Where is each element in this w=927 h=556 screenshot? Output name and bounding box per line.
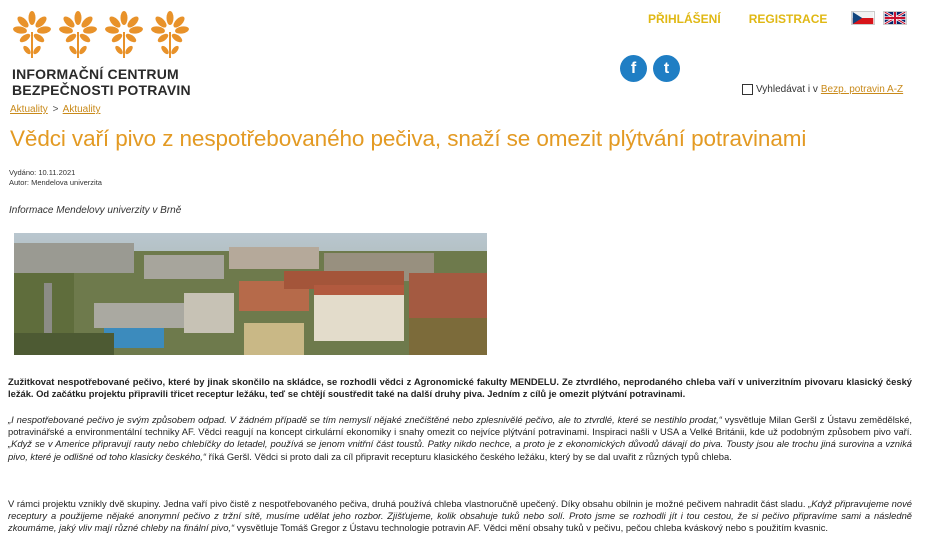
quote-gregor: „Když připravujeme nové receptury a použijeme nějaké anonymní pečivo z tržní sítě, musíme udělat jeho rozbor. Zjišťujeme, kolik obsahuje tuků nebo solí. Proto jsme se rozhodli jít i tou cestou, že si pečivo připravíme sami a následně zkoumáme, jaký vliv mají různé chleby na finální pivo,“: [8, 498, 912, 534]
article-source: Informace Mendelovy univerzity v Brně: [9, 205, 182, 216]
article-lead: Zužitkovat nespotřebované pečivo, které by jinak skončilo na skládce, se rozhodli vědci z Agronomické fakulty MENDELU. Ze ztvrdlého, neprodaného chleba vaří v univerzitním pivovaru klasický český ležák. Od začátku projektu připravili třicet receptur ležáku, teď se chtějí soustředit také na další druhy piva. Jedním z cílů je omezit plýtvání potravinami.: [8, 376, 912, 400]
cz-flag-icon[interactable]: [851, 11, 875, 25]
article-meta: [9, 168, 102, 188]
quote-gersl-2: „Když se v Americe připravují rauty nebo chlebíčky do letadel, používá se jenom vnitřní část toustů. Patky nikdo nechce, a proto je z ekonomických důvodů dávají do piva. Tousty jsou ale trochu jiná surovina a vzniká pivo, které je odlišné od toho klasicky českého,“: [8, 438, 912, 462]
search-scope-label: Vyhledávat i v: [756, 84, 818, 95]
page-title: Vědci vaří pivo z nespotřebovaného pečiva, snaží se omezit plýtvání potravinami: [10, 126, 807, 151]
wheat-flower-icon: [12, 8, 52, 60]
paragraph-text: vysvětluje Tomáš Gregor z Ústavu technologie potravin AF. Vědci mění obsahy tuků v pečivu, pečou chleba kváskový nebo s použitím kvasnic.: [234, 522, 829, 534]
logo-line-2: BEZPEČNOSTI POTRAVIN: [12, 82, 191, 98]
search-scope-link[interactable]: Bezp. potravin A-Z: [820, 84, 904, 95]
facebook-icon[interactable]: [620, 55, 647, 82]
language-switcher: [851, 11, 907, 25]
site-logo[interactable]: [12, 8, 191, 98]
breadcrumb-item-aktuality-current[interactable]: Aktuality: [62, 104, 101, 115]
logo-line-1: INFORMAČNÍ CENTRUM: [12, 66, 179, 82]
article-paragraph: [8, 414, 912, 463]
social-links: [620, 55, 680, 82]
wheat-flower-icon: [150, 8, 190, 60]
wheat-flower-icon: [104, 8, 144, 60]
breadcrumb-separator: >: [52, 104, 59, 115]
logo-title: [12, 66, 191, 98]
paragraph-text: vysvětluje Milan Geršl z Ústavu zemědělské, potravinářské a environmentální techniky AF. Vědci reagují na koncept cirkulární ekonomiky i snahy omezit co nejvíce plýtvání potravinami. Inspiraci našli v USA a Velké Británii, kde už podobným způsobem pivo vaří.: [8, 414, 912, 438]
twitter-icon[interactable]: [653, 55, 680, 82]
breadcrumb: [10, 104, 100, 115]
twitter-glyph: t: [663, 59, 670, 77]
article-photo: [14, 233, 487, 355]
search-scope-checkbox[interactable]: [742, 84, 753, 95]
paragraph-text: V rámci projektu vznikly dvě skupiny. Jedna vaří pivo čistě z nespotřebovaného pečiva, druhá používá chleba vlastnoručně upečený. Díky obsahu obilnin je možné pečivem nahradit část sladu.: [8, 498, 809, 509]
article-author: Autor: Mendelova univerzita: [9, 178, 102, 187]
quote-gersl-1: „I nespotřebované pečivo je svým způsobem odpad. V žádném případě se tím nemyslí nějaké znečištěné nebo zplesnivělé pečivo, ale to ztvrdlé, které se nestihlo prodat,“: [8, 414, 722, 425]
login-link[interactable]: PŘIHLÁŠENÍ: [648, 12, 721, 26]
breadcrumb-item-aktuality[interactable]: Aktuality: [10, 104, 48, 115]
facebook-glyph: f: [630, 59, 637, 77]
uk-flag-icon[interactable]: [883, 11, 907, 25]
register-link[interactable]: REGISTRACE: [748, 12, 828, 26]
top-nav: [648, 12, 827, 26]
published-date: Vydáno: 10.11.2021: [9, 168, 76, 177]
logo-flowers: [12, 8, 191, 60]
search-scope: [742, 84, 903, 95]
wheat-flower-icon: [58, 8, 98, 60]
paragraph-text: říká Geršl. Vědci si proto dali za cíl připravit recepturu klasického českého ležáku, který by se dal uvařit z různých typů chleba.: [206, 450, 732, 462]
article-paragraph: [8, 498, 912, 535]
